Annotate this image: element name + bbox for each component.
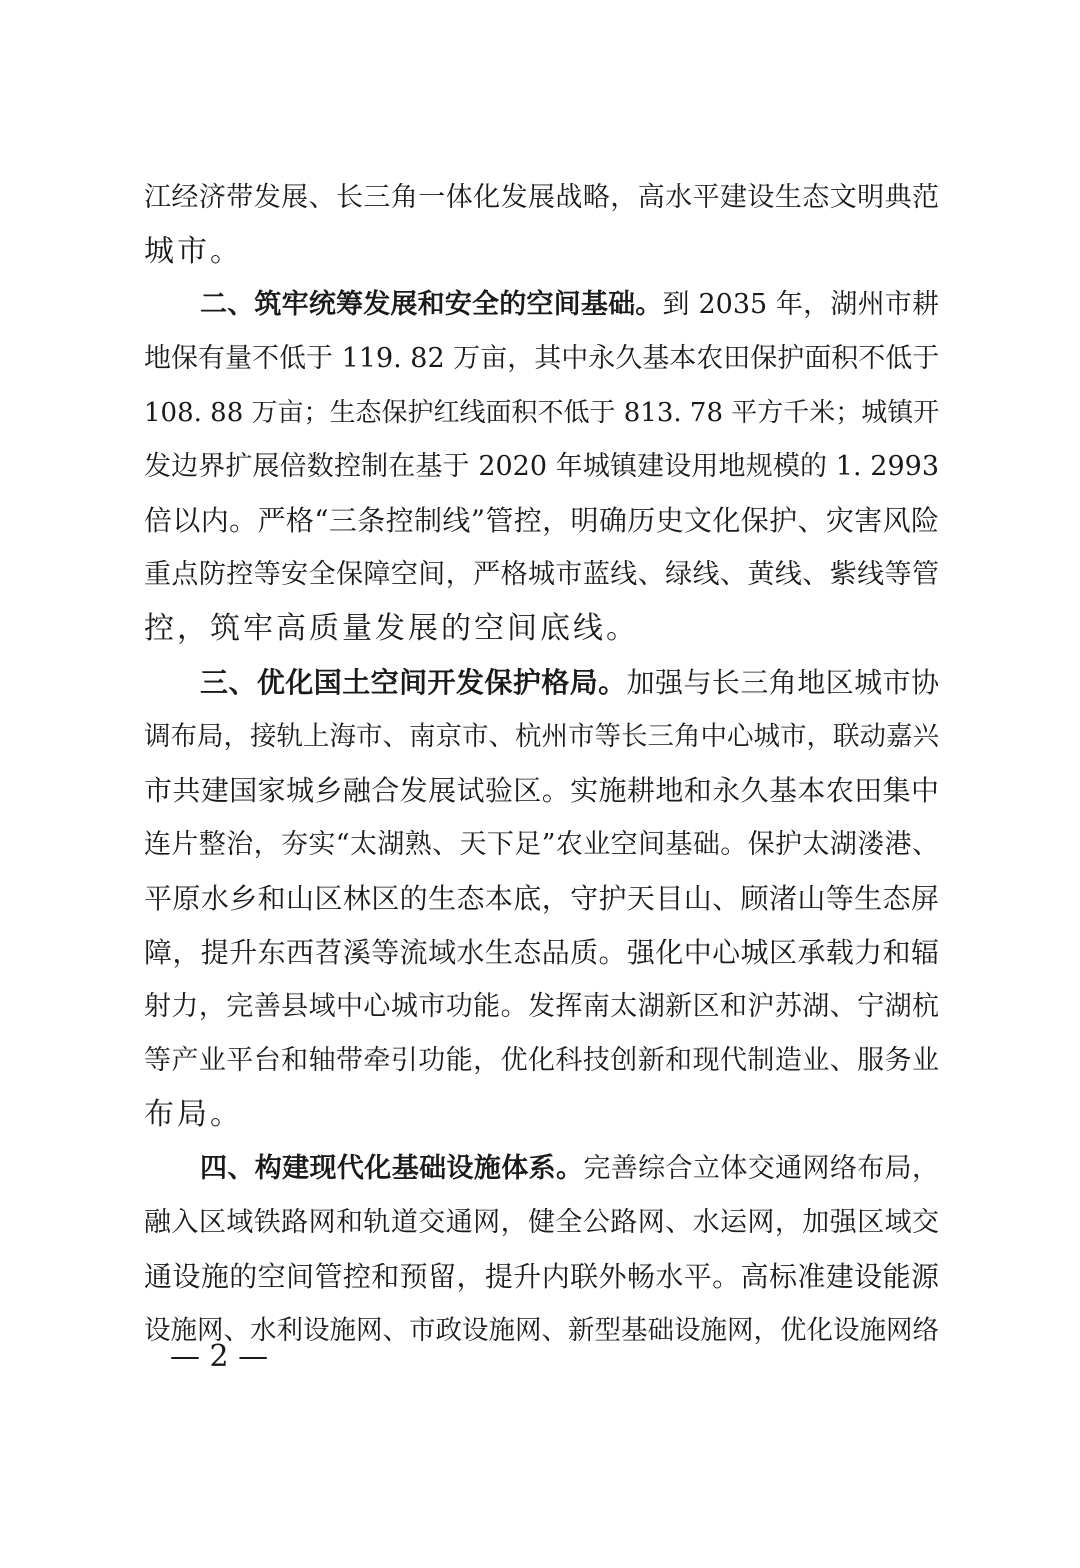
- text-line: 发边界扩展倍数控制在基于 2020 年城镇建设用地规模的 1. 2993: [144, 451, 939, 482]
- text-line: 等产业平台和轴带牵引功能，优化科技创新和现代制造业、服务业: [144, 1045, 939, 1076]
- text-line: 市共建国家城乡融合发展试验区。实施耕地和永久基本农田集中: [144, 774, 939, 807]
- text-line: 控，筑牢高质量发展的空间底线。: [144, 611, 639, 646]
- text-line: 射力，完善县域中心城市功能。发挥南太湖新区和沪苏湖、宁湖杭: [144, 991, 939, 1022]
- text-line: 重点防控等安全保障空间，严格城市蓝线、绿线、黄线、紫线等管: [144, 559, 939, 590]
- text-run: 完善综合立体交通网络布局，: [583, 1153, 940, 1184]
- text-line: 连片整治，夯实“太湖熟、天下足”农业空间基础。保护太湖溇港、: [144, 829, 939, 860]
- text-line: 倍以内。严格“三条控制线”管控，明确历史文化保护、灾害风险: [144, 504, 939, 537]
- section-heading-line: [200, 280, 939, 330]
- section-heading-line: [200, 1144, 939, 1194]
- text-run: 加强与长三角地区城市协: [626, 666, 939, 699]
- text-line: 融入区域铁路网和轨道交通网，健全公路网、水运网，加强区域交: [144, 1207, 939, 1238]
- section-heading: 三、优化国土空间开发保护格局。: [200, 666, 627, 699]
- text-line: 城市。: [144, 234, 243, 269]
- text-line: 通设施的空间管控和预留，提升内联外畅水平。高标准建设能源: [144, 1260, 939, 1293]
- text-run: 到 2035 年，湖州市耕: [662, 289, 939, 320]
- section-heading: 二、筑牢统筹发展和安全的空间基础。: [200, 289, 663, 320]
- text-line: 地保有量不低于 119. 82 万亩，其中永久基本农田保护面积不低于: [144, 343, 940, 374]
- text-line: 布局。: [144, 1097, 243, 1132]
- text-line: 调布局，接轨上海市、南京市、杭州市等长三角中心城市，联动嘉兴: [144, 721, 939, 752]
- text-line: 障，提升东西苕溪等流域水生态品质。强化中心城区承载力和辐: [144, 936, 939, 969]
- text-line: 平原水乡和山区林区的生态本底，守护天目山、顾渚山等生态屏: [144, 882, 939, 915]
- section-heading-line: [200, 658, 939, 708]
- text-line: 108. 88 万亩；生态保护红线面积不低于 813. 78 平方千米；城镇开: [144, 398, 940, 428]
- text-line: 设施网、水利设施网、市政设施网、新型基础设施网，优化设施网络: [144, 1315, 939, 1346]
- page-number: — 2 —: [170, 1339, 269, 1374]
- section-heading: 四、构建现代化基础设施体系。: [200, 1153, 584, 1184]
- text-line: 江经济带发展、长三角一体化发展战略，高水平建设生态文明典范: [144, 182, 939, 213]
